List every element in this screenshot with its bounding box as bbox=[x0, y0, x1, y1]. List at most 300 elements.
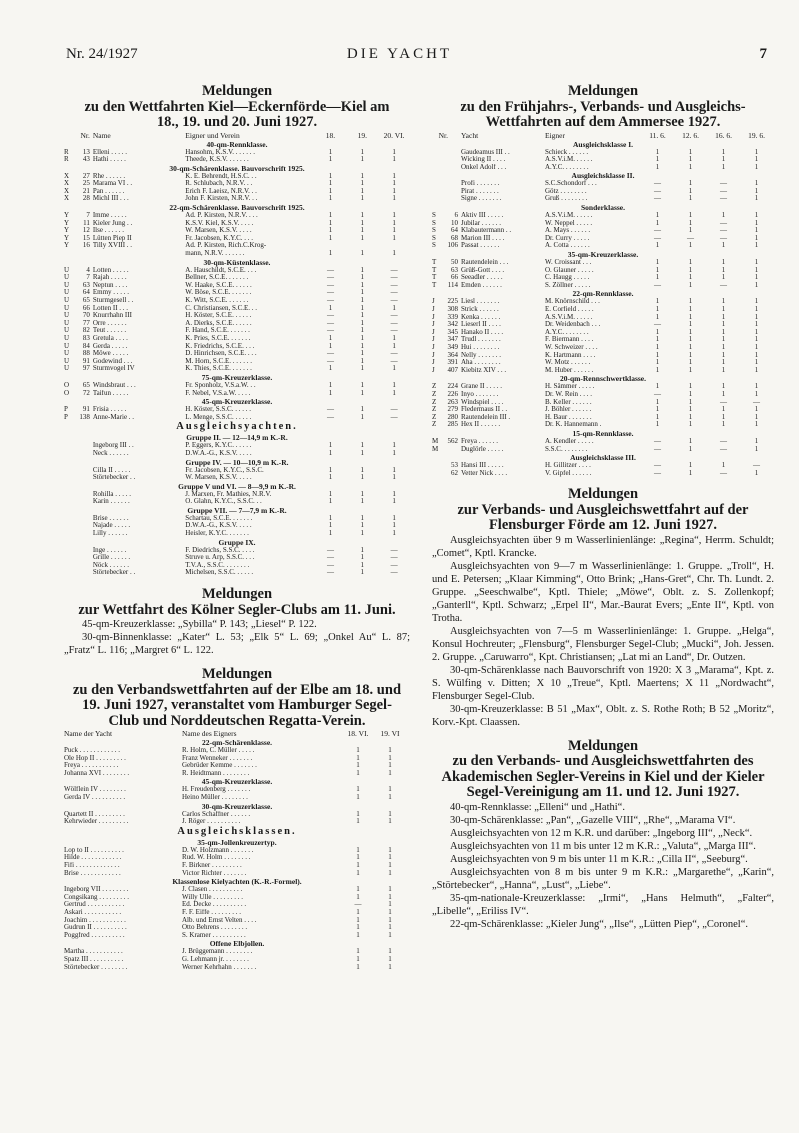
table-cell: Y bbox=[64, 219, 70, 227]
table-cell: — bbox=[720, 180, 727, 188]
table-cell: 1 bbox=[721, 421, 726, 429]
table-cell: 11 bbox=[83, 219, 90, 227]
table-cell: Lilly . . . . . . bbox=[92, 530, 128, 538]
table-cell: — bbox=[390, 274, 398, 282]
table-cell: 1 bbox=[388, 893, 392, 901]
table-cell: 1 bbox=[360, 187, 365, 195]
table-cell: Victor Richter . . . . . . . bbox=[182, 869, 247, 877]
table-cell: 1 bbox=[688, 163, 693, 171]
table-cell: T bbox=[432, 281, 437, 289]
class-heading: Ausgleichsklasse II. bbox=[571, 171, 635, 181]
table-cell: 62 bbox=[451, 469, 458, 477]
table-cell: 21 bbox=[82, 187, 90, 195]
table-cell: 1 bbox=[655, 156, 660, 164]
table-cell: Z bbox=[432, 413, 437, 421]
table-cell: — bbox=[390, 289, 398, 297]
table-cell: Gertrud . . . . . . . . . . . bbox=[64, 901, 125, 909]
class-heading: Klassenlose Kielyachten (K.-R.-Formel). bbox=[172, 877, 302, 887]
elbe-title-4: Club und Norddeutschen Regatta-Verein. bbox=[108, 712, 366, 729]
table-row bbox=[432, 399, 774, 407]
table-cell: T bbox=[432, 259, 437, 267]
table-cell: T.V.A., S.S.C. . . . . . . . bbox=[185, 561, 250, 569]
table-cell: 1 bbox=[360, 327, 365, 335]
table-cell: S bbox=[432, 242, 436, 250]
table-cell: Hanako II . . . . bbox=[461, 328, 504, 336]
paragraph bbox=[432, 801, 774, 814]
table-cell: 43 bbox=[82, 156, 90, 164]
left-column bbox=[64, 84, 410, 971]
table-cell: F. Diedrichs, S.S.C. . . . . bbox=[185, 546, 255, 554]
table-cell: J. Clasen . . . . . . . . . . bbox=[182, 886, 243, 894]
table-cell bbox=[74, 474, 93, 482]
table-row bbox=[64, 909, 410, 917]
table-cell: Windspiel . . . . bbox=[461, 398, 504, 406]
table-row bbox=[432, 195, 774, 203]
table-cell: W. Neppel . . . . . bbox=[545, 219, 593, 227]
table-cell: 1 bbox=[721, 359, 726, 367]
table-cell: 91 bbox=[82, 406, 90, 414]
table-cell: Frisia . . . . . bbox=[92, 406, 127, 414]
table-cell: 1 bbox=[721, 306, 726, 313]
table-cell: 1 bbox=[356, 846, 360, 854]
table-cell: 1 bbox=[754, 313, 759, 321]
ammersee-title-2: zu den Frühjahrs-, Verbands- und Ausgleichs- bbox=[460, 98, 746, 115]
table-cell: 1 bbox=[388, 810, 392, 818]
table-cell: 1 bbox=[360, 212, 365, 220]
table-row bbox=[64, 327, 410, 335]
table-cell: Orre . . . . . . bbox=[92, 319, 127, 327]
table-cell: P. Eggers, K.Y.C. . . . . . bbox=[185, 442, 252, 450]
table-cell: — bbox=[390, 413, 398, 421]
table-cell bbox=[74, 562, 93, 570]
paragraph bbox=[432, 853, 774, 866]
table-cell: 1 bbox=[754, 328, 759, 336]
table-row bbox=[432, 274, 774, 282]
table-cell: Ed. Decke . . . . . . . . . . bbox=[182, 901, 247, 909]
table-row bbox=[432, 282, 774, 290]
table-cell: Z bbox=[432, 383, 437, 391]
table-cell: Signe . . . . . . . bbox=[461, 195, 502, 203]
table-cell: 1 bbox=[328, 466, 333, 474]
table-row bbox=[432, 352, 774, 360]
table-cell: J. Böhler . . . . . . bbox=[545, 406, 592, 414]
table-cell: 1 bbox=[688, 398, 693, 406]
table-cell: 77 bbox=[82, 319, 90, 327]
table-cell: U bbox=[64, 281, 70, 289]
table-cell: 1 bbox=[360, 365, 365, 373]
table-cell bbox=[64, 474, 74, 482]
table-cell: Fifi . . . . . . . . . . . . . bbox=[64, 861, 120, 869]
table-cell: 1 bbox=[328, 498, 333, 506]
table-row bbox=[432, 235, 774, 243]
table-cell: Dr. K. Hannemann . bbox=[545, 421, 602, 429]
table-cell bbox=[64, 562, 74, 570]
table-cell: Seeadler . . . . . bbox=[461, 274, 503, 282]
table-cell: 1 bbox=[721, 390, 726, 398]
table-cell: 1 bbox=[721, 259, 726, 267]
table-cell: Spatz III . . . . . . . . . . bbox=[64, 955, 124, 963]
table-cell: 1 bbox=[356, 754, 360, 762]
table-cell: X bbox=[64, 195, 70, 203]
table-cell: — bbox=[654, 195, 661, 203]
table-cell: 1 bbox=[721, 298, 726, 306]
table-cell: 1 bbox=[328, 442, 333, 450]
table-row bbox=[64, 747, 410, 755]
table-cell bbox=[64, 250, 74, 258]
paragraph bbox=[432, 560, 774, 625]
table-cell: Wicking II . . . . bbox=[461, 156, 506, 164]
table-cell: 1 bbox=[688, 462, 693, 470]
table-cell: Carlos Schaffner . . . . . . bbox=[182, 810, 251, 818]
table-cell: 1 bbox=[356, 955, 360, 963]
table-cell: H. Köster, S.S.C. . . . . . bbox=[185, 406, 251, 414]
table-cell: 84 bbox=[82, 342, 90, 350]
table-cell: Marion III . . . . bbox=[461, 234, 505, 242]
table-cell: J. Marxen, Fr. Mathies, N.R.V. bbox=[185, 490, 272, 498]
table-row bbox=[432, 149, 774, 157]
table-cell: Freya . . . . . . bbox=[461, 437, 498, 445]
paragraph-text: Ausgleichsyachten von 7—5 m Wasserlinienlänge: 1. Gruppe. „Helga“, Konsul Hochreuter; „Flensburg“, Flensburger Segel-Club; „Mucki“, Joh. Jessen. 2. Gruppe. „Caruwarro“, Kpt. Christiansen; „Lat mi an Land“, Dr. Outzen. bbox=[432, 625, 774, 663]
table-cell: Schartau, S.C.E. . . . . . . bbox=[185, 514, 253, 522]
table-cell: Gruß . . . . . . . . bbox=[545, 195, 588, 203]
table-row bbox=[64, 562, 410, 570]
table-cell: Struve u. Arp, S.S.C. . . . bbox=[185, 554, 255, 562]
table-cell: 1 bbox=[655, 163, 660, 171]
table-cell: Elleni . . . . . bbox=[92, 148, 128, 156]
ammersee-table-header: Nr. Yacht Eigner 11. 6. 12. 6. 16. 6. 19. 6. bbox=[438, 130, 765, 140]
class-heading: 20-qm-Rennschwertklasse. bbox=[559, 374, 647, 384]
table-cell: — bbox=[720, 187, 727, 195]
koeln-section bbox=[64, 587, 410, 657]
table-cell: — bbox=[390, 312, 398, 320]
table-cell: 1 bbox=[754, 445, 759, 453]
table-cell: — bbox=[326, 297, 334, 304]
table-cell: A. Mays . . . . . . bbox=[545, 227, 591, 235]
class-heading: 22-qm-Schärenklasse. bbox=[201, 738, 273, 748]
table-cell: Erich F. Laeisz, N.R.V. . . bbox=[185, 187, 257, 195]
table-cell: 1 bbox=[360, 490, 365, 498]
table-cell: 263 bbox=[447, 398, 458, 406]
table-cell: A. Kendler . . . . . bbox=[545, 437, 594, 445]
table-cell: C. Haugg . . . . . bbox=[545, 274, 590, 282]
table-cell: Onkel Adolf . . . bbox=[461, 163, 507, 171]
table-cell: 1 bbox=[688, 148, 693, 156]
table-cell: F. Birkner . . . . . . . . . bbox=[182, 861, 242, 869]
table-row bbox=[64, 818, 410, 826]
table-row bbox=[432, 267, 774, 275]
table-cell: W. Marsen, K.S.V. . . . . bbox=[185, 474, 252, 482]
table-cell bbox=[432, 156, 442, 164]
table-cell: 1 bbox=[356, 916, 360, 924]
table-cell: Störtebecker . . bbox=[92, 569, 136, 577]
table-cell: 1 bbox=[655, 242, 660, 250]
table-cell: 1 bbox=[360, 281, 365, 289]
table-row bbox=[64, 450, 410, 458]
table-cell: 1 bbox=[688, 306, 693, 313]
table-cell: 1 bbox=[721, 366, 726, 374]
table-cell: 1 bbox=[356, 769, 360, 777]
table-cell: U bbox=[64, 266, 70, 274]
table-row bbox=[432, 220, 774, 228]
table-cell: Kenka . . . . . . bbox=[461, 313, 501, 321]
table-cell: Nöck . . . . . . bbox=[92, 561, 130, 569]
table-cell: 1 bbox=[754, 266, 759, 274]
table-cell: 1 bbox=[388, 916, 392, 924]
table-cell: Z bbox=[432, 390, 437, 398]
table-cell: Lotten II . . . bbox=[92, 304, 129, 312]
table-cell bbox=[74, 530, 93, 538]
table-cell: Ingeborg III . . bbox=[92, 442, 134, 450]
elbe-table bbox=[64, 738, 410, 971]
table-cell: Fledermaus II . . bbox=[461, 406, 508, 414]
table-cell: 64 bbox=[82, 289, 90, 297]
table-cell: Dr. Weidenbach . . . bbox=[545, 321, 601, 329]
paragraph bbox=[432, 814, 774, 827]
table-cell: 1 bbox=[392, 195, 396, 203]
table-cell: X bbox=[64, 187, 70, 195]
table-row bbox=[64, 515, 410, 523]
table-cell: 1 bbox=[721, 343, 726, 351]
table-row bbox=[432, 367, 774, 375]
table-cell: 1 bbox=[754, 234, 759, 242]
table-cell: 114 bbox=[447, 281, 458, 289]
table-cell: Strick . . . . . . bbox=[461, 306, 499, 313]
table-cell: 1 bbox=[688, 266, 693, 274]
table-row bbox=[432, 446, 774, 454]
table-cell: Brise . . . . . . . . . . . . bbox=[64, 869, 121, 877]
table-cell: — bbox=[390, 319, 398, 327]
table-cell: 1 bbox=[392, 234, 396, 242]
table-cell: A. Hauschildt, S.C.E. . . . bbox=[185, 266, 257, 274]
table-cell: 16 bbox=[82, 242, 90, 250]
table-row bbox=[432, 336, 774, 344]
table-cell: 1 bbox=[392, 250, 396, 258]
table-cell: J bbox=[432, 298, 435, 306]
table-cell: — bbox=[390, 281, 398, 289]
table-row bbox=[64, 297, 410, 305]
table-cell: 1 bbox=[360, 530, 365, 538]
table-row bbox=[64, 522, 410, 530]
table-cell: 1 bbox=[655, 274, 660, 282]
table-cell: Götz . . . . . . . . bbox=[545, 187, 587, 195]
table-cell: W. Motz . . . . . . bbox=[545, 359, 591, 367]
table-cell: 1 bbox=[655, 383, 660, 391]
table-cell: — bbox=[720, 398, 727, 406]
table-cell: — bbox=[326, 357, 334, 365]
table-row bbox=[64, 498, 410, 506]
table-cell: 1 bbox=[392, 530, 396, 538]
table-cell: 1 bbox=[388, 769, 392, 777]
table-cell: 1 bbox=[688, 413, 693, 421]
table-cell: U bbox=[64, 342, 70, 350]
table-row bbox=[64, 149, 410, 157]
table-cell: 347 bbox=[447, 336, 458, 344]
table-cell bbox=[442, 156, 461, 164]
table-cell: 1 bbox=[754, 187, 759, 195]
table-cell: F. Nebel, V.S.a.W. . . . . bbox=[185, 389, 251, 397]
table-cell: M bbox=[432, 445, 439, 453]
table-cell: 1 bbox=[360, 319, 365, 327]
table-cell: 1 bbox=[328, 530, 333, 538]
table-cell: 1 bbox=[360, 297, 365, 304]
table-cell: 1 bbox=[392, 227, 396, 235]
table-cell: 13 bbox=[82, 148, 90, 156]
paragraph-text: Ausgleichsyachten von 9—7 m Wasserlinienlänge: 1. Gruppe. „Troll“, H. und E. Petersen; „Klaar Kimming“, Otto Brink; „Hans-Gret“, Chr. Th. Lundt. 2. Gruppe. „Seeschwalbe“, Kptl. Thiele; „Möwe“, Oblt. z. S. Zollenkopf; „Ganterll“, Kptl. Schwarz; „Erpel II“, Mar.-Baurat Evers; „Ente II“, Kptl. von Trotha. bbox=[432, 560, 774, 624]
table-cell: Z bbox=[432, 398, 437, 406]
table-cell: 1 bbox=[655, 212, 660, 220]
table-row bbox=[64, 569, 410, 577]
table-row bbox=[432, 462, 774, 470]
table-cell: Hathi . . . . . bbox=[92, 156, 126, 164]
table-cell bbox=[64, 498, 74, 506]
table-cell: 1 bbox=[360, 357, 365, 365]
table-cell: 1 bbox=[754, 212, 759, 220]
table-cell bbox=[64, 450, 74, 458]
table-cell: 1 bbox=[392, 474, 396, 482]
table-cell: T bbox=[432, 274, 437, 282]
table-cell: 1 bbox=[388, 762, 392, 770]
table-cell: 1 bbox=[688, 227, 693, 235]
paragraph-text: 40-qm-Rennklasse: „Elleni“ und „Hathi“. bbox=[450, 801, 625, 813]
table-cell: 1 bbox=[688, 366, 693, 374]
table-cell: 1 bbox=[721, 351, 726, 359]
table-cell: 1 bbox=[655, 336, 660, 344]
table-cell bbox=[74, 498, 93, 506]
table-cell: 65 bbox=[82, 381, 90, 389]
table-cell: 1 bbox=[360, 561, 365, 569]
table-cell: 1 bbox=[754, 259, 759, 267]
table-cell: 1 bbox=[360, 546, 365, 554]
table-cell: 1 bbox=[688, 336, 693, 344]
table-cell: 1 bbox=[328, 250, 333, 258]
paragraph-text: 35-qm-nationale-Kreuzerklasse: „Irmi“, „Hans Helmuth“, „Falter“, „Libelle“, „Eriliss IV“. bbox=[432, 892, 774, 917]
table-cell: 1 bbox=[360, 156, 365, 164]
table-cell: 1 bbox=[655, 366, 660, 374]
table-cell: 1 bbox=[655, 343, 660, 351]
table-cell: 1 bbox=[754, 274, 759, 282]
table-cell: — bbox=[326, 327, 334, 335]
table-row bbox=[64, 932, 410, 940]
table-cell: 1 bbox=[356, 963, 360, 971]
table-cell: 1 bbox=[688, 445, 693, 453]
table-row bbox=[64, 250, 410, 258]
table-cell: Ole Hop II . . . . . . . . . bbox=[64, 754, 126, 762]
table-cell: 64 bbox=[451, 227, 458, 235]
table-cell: X bbox=[64, 180, 70, 188]
paragraph-text: Ausgleichsyachten von 12 m K.R. und darüber: „Ingeborg III“, „Neck“. bbox=[450, 827, 753, 839]
table-cell: Teut . . . . . . bbox=[92, 327, 127, 335]
table-cell: W. Marsen, K.S.V. . . . . bbox=[185, 227, 252, 235]
table-cell: 63 bbox=[451, 266, 458, 274]
table-row bbox=[432, 344, 774, 352]
table-row bbox=[64, 220, 410, 228]
table-cell: Y bbox=[64, 242, 70, 250]
table-row bbox=[64, 235, 410, 243]
table-cell: — bbox=[390, 357, 398, 365]
table-cell: 1 bbox=[388, 963, 392, 971]
table-cell: 1 bbox=[360, 266, 365, 274]
class-heading: Offene Elbjollen. bbox=[209, 939, 265, 949]
table-cell: Kiebitz XIV . . . bbox=[461, 366, 507, 374]
kiel-title-2: zu den Wettfahrten Kiel—Eckernförde—Kiel am bbox=[84, 98, 390, 115]
table-cell: 562 bbox=[447, 437, 458, 445]
table-cell: K.S.V. Kiel, K.S.V. . . . . bbox=[185, 219, 254, 227]
table-cell: — bbox=[326, 274, 334, 282]
class-heading: Gruppe IV. — 10—10,9 m K.-R. bbox=[185, 457, 289, 467]
table-cell: P bbox=[64, 413, 68, 421]
table-cell: 1 bbox=[721, 274, 726, 282]
table-cell: — bbox=[326, 350, 334, 358]
table-cell: 1 bbox=[655, 328, 660, 336]
table-cell: 1 bbox=[392, 342, 396, 350]
table-row bbox=[432, 470, 774, 478]
table-cell: — bbox=[390, 569, 398, 577]
table-cell: 1 bbox=[360, 172, 365, 180]
table-cell: 1 bbox=[655, 351, 660, 359]
table-cell: 1 bbox=[356, 886, 360, 894]
table-cell: Störtebecker . . . . . . . . bbox=[64, 963, 128, 971]
table-cell bbox=[74, 450, 93, 458]
table-row bbox=[64, 442, 410, 450]
table-cell: U bbox=[64, 312, 70, 320]
table-row bbox=[64, 755, 410, 763]
table-cell: 1 bbox=[360, 234, 365, 242]
table-cell: 349 bbox=[447, 343, 458, 351]
table-cell: 1 bbox=[721, 406, 726, 414]
table-cell bbox=[432, 164, 442, 172]
table-cell: J bbox=[432, 328, 435, 336]
table-cell bbox=[64, 442, 74, 450]
table-row bbox=[432, 212, 774, 220]
table-row bbox=[432, 391, 774, 399]
table-cell: — bbox=[390, 327, 398, 335]
table-cell bbox=[315, 242, 347, 250]
table-cell: S bbox=[432, 212, 436, 220]
table-cell: 1 bbox=[721, 383, 726, 391]
table-row bbox=[432, 414, 774, 422]
table-row bbox=[64, 390, 410, 398]
table-cell: K. Friedrichs, S.C.E. . . . bbox=[185, 342, 255, 350]
table-cell: Rhe . . . . . . bbox=[92, 172, 126, 180]
table-cell: A.Y.C. . . . . . . . bbox=[545, 328, 589, 336]
table-cell: Z bbox=[432, 421, 437, 429]
table-cell: U bbox=[64, 289, 70, 297]
kiel-title-3: 18., 19. und 20. Juni 1927. bbox=[156, 114, 318, 130]
table-cell: Jubilar . . . . . . bbox=[461, 219, 502, 227]
table-cell: 1 bbox=[356, 794, 360, 801]
table-row bbox=[64, 365, 410, 373]
table-cell: 1 bbox=[328, 474, 333, 482]
table-cell: Grüß-Gott . . . . bbox=[461, 266, 505, 274]
table-cell bbox=[74, 569, 93, 577]
table-cell: — bbox=[654, 437, 661, 445]
table-cell: 1 bbox=[360, 449, 365, 457]
table-cell: — bbox=[720, 437, 727, 445]
table-cell: 1 bbox=[688, 321, 693, 329]
table-cell: 1 bbox=[655, 219, 660, 227]
table-cell: R. Schlubach, N.R.V. . . bbox=[185, 180, 253, 188]
akad-title-1: Meldungen bbox=[567, 737, 639, 754]
table-cell: 1 bbox=[754, 306, 759, 313]
table-cell: 1 bbox=[356, 861, 360, 869]
paragraph bbox=[432, 827, 774, 840]
table-cell: Nelly . . . . . . . bbox=[461, 351, 502, 359]
table-cell: — bbox=[654, 227, 661, 235]
table-cell: 1 bbox=[388, 948, 392, 956]
table-cell: Gretula . . . . bbox=[92, 334, 128, 342]
table-row bbox=[64, 854, 410, 862]
table-cell: 1 bbox=[688, 313, 693, 321]
